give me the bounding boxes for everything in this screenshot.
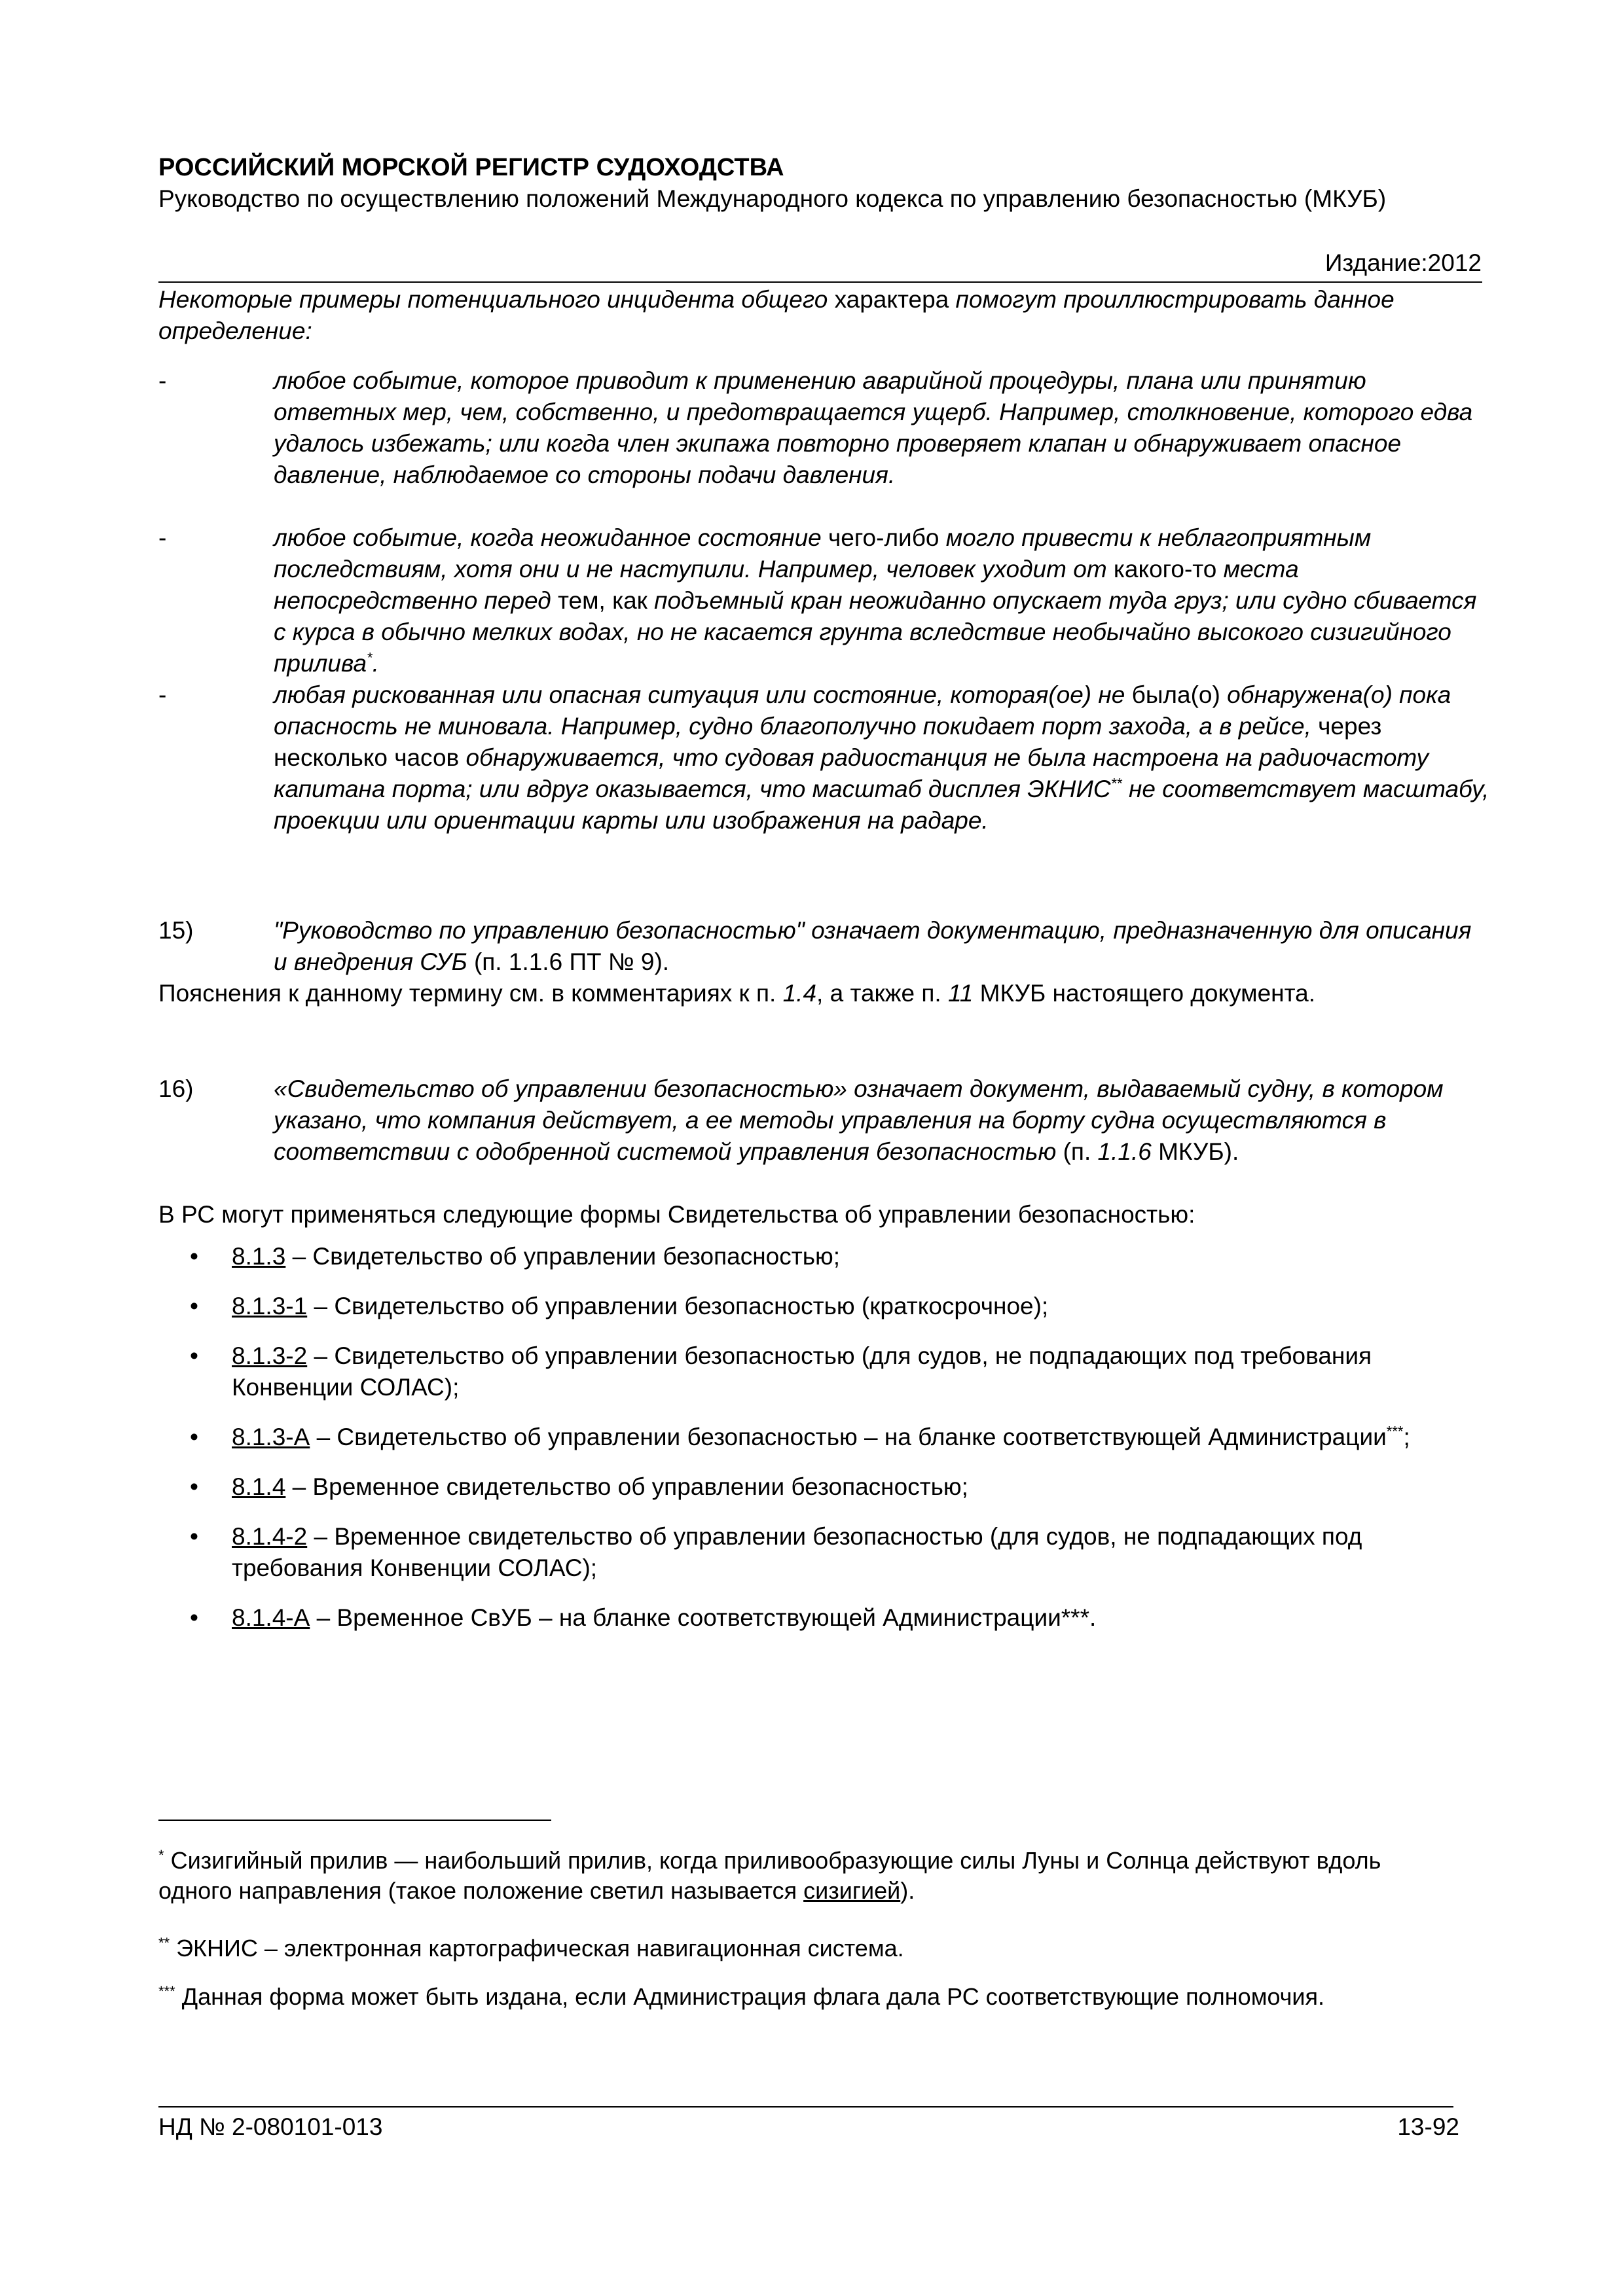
item-16-definition xyxy=(274,1073,1491,1168)
bullet-icon: • xyxy=(190,1293,198,1319)
footnote-mark: * xyxy=(158,1847,164,1863)
form-link[interactable]: 8.1.3-2 xyxy=(232,1342,308,1369)
item-16-text: «Свидетельство об управлении безопасностью» означает документ, выдаваемый судну, в котором указано, что компания действует, а ее методы управления на борту судна осуществляются в соответствии с одобренной системой управления безопасностью xyxy=(274,1075,1444,1165)
list-item xyxy=(190,1602,1493,1634)
footnote-text: Сизигийный прилив — наибольший прилив, когда приливообразующие силы Луны и Солнца действуют вдоль одного направления (такое положение светил называется xyxy=(158,1847,1381,1904)
dash-item-1: любое событие, которое приводит к применению аварийной процедуры, плана или принятию ответных мер, чем, собственно, и предотвращается ущерб. Например, столкновение, которого едва удалось избежать; или когда член экипажа повторно проверяет клапан и обнаруживает опасное давление, наблюдаемое со стороны подачи давления. xyxy=(274,367,1473,488)
intro-text-2: характера xyxy=(834,286,949,313)
intro-paragraph xyxy=(158,284,1481,347)
form-link[interactable]: 8.1.4-А xyxy=(232,1604,310,1631)
dash-item-2-e: места непосредственно перед xyxy=(274,556,1299,614)
dash-item-2-b: чего-либо xyxy=(828,524,939,551)
footnote-2 xyxy=(158,1933,1402,1964)
form-text: – Временное СвУБ – на бланке соответствующей Администрации***. xyxy=(310,1604,1097,1631)
list-item xyxy=(190,1241,1493,1272)
form-text: – Свидетельство об управлении безопасностью (краткосрочное); xyxy=(307,1293,1049,1319)
item-16-number: 16) xyxy=(158,1075,194,1102)
dash-item-3-a: любая рискованная или опасная ситуация или состояние, которая(ое) не xyxy=(274,681,1132,708)
intro-text-3: помогут проиллюстрировать данное определение: xyxy=(158,286,1395,344)
item-16-ref-c: МКУБ). xyxy=(1151,1138,1239,1165)
bullet-icon: • xyxy=(190,1424,198,1450)
form-text: – Свидетельство об управлении безопасностью (для судов, не подпадающих под требования Конвенции СОЛАС); xyxy=(232,1342,1372,1401)
item-15-note-b: 1.4 xyxy=(782,980,817,1007)
form-text: – Временное свидетельство об управлении безопасностью; xyxy=(285,1473,968,1500)
page-number: 13-92 xyxy=(1397,2113,1459,2140)
item-15-note-d: 11 xyxy=(947,980,974,1007)
footnote-text: ЭКНИС – электронная картографическая навигационная система. xyxy=(170,1935,904,1962)
list-item xyxy=(190,1521,1493,1584)
dash-item-2-d: какого-то xyxy=(1113,556,1217,583)
dash-item-2-a: любое событие, когда неожиданное состояние xyxy=(274,524,829,551)
footnote-text: Данная форма может быть издана, если Администрация флага дала РС соответствующие полномочия. xyxy=(175,1983,1325,2010)
dash-item-3-f: не соответствует масштабу, проекции или ориентации карты или изображения на радаре. xyxy=(274,776,1489,834)
organization-name: РОССИЙСКИЙ МОРСКОЙ РЕГИСТР СУДОХОДСТВА xyxy=(158,154,784,181)
edition-label: Издание:2012 xyxy=(1324,249,1482,276)
list-item xyxy=(190,1422,1493,1453)
footnote-1 xyxy=(158,1846,1402,1906)
forms-list xyxy=(190,1241,1493,1652)
bullet-icon: • xyxy=(190,1523,198,1550)
dash-item-3-b: была(о) xyxy=(1131,681,1220,708)
dash-item-3-c: обнаружена(о) пока опасность не миновала. Например, судно благополучно покидает порт захода, а в рейсе, xyxy=(274,681,1451,740)
dash-marker-2: - xyxy=(158,524,167,551)
footnote-link[interactable]: сизигией xyxy=(803,1877,901,1904)
form-text-end: ; xyxy=(1403,1424,1410,1450)
item-15-text: "Руководство по управлению безопасностью" означает документацию, предназначенную для описания и внедрения СУБ xyxy=(274,917,1472,975)
footer-rule xyxy=(158,2106,1453,2108)
forms-intro: В РС могут применяться следующие формы Свидетельства об управлении безопасностью: xyxy=(158,1201,1195,1228)
bullet-icon: • xyxy=(190,1473,198,1500)
form-link[interactable]: 8.1.3-А xyxy=(232,1424,310,1450)
dash-item-2 xyxy=(274,522,1491,679)
footnote-mark: *** xyxy=(158,1983,175,2000)
footnote-ref-3: *** xyxy=(1386,1423,1404,1440)
form-link[interactable]: 8.1.4-2 xyxy=(232,1523,308,1550)
dash-item-2-g: подъемный кран неожиданно опускает туда груз; или судно сбивается с курса в обычно мелких водах, но не касается грунта вследствие необычайно высокого сизигийного прилива xyxy=(274,587,1477,677)
footnote-ref-1: * xyxy=(367,649,373,666)
bullet-icon: • xyxy=(190,1342,198,1369)
form-text: – Свидетельство об управлении безопасностью; xyxy=(285,1243,841,1270)
form-link[interactable]: 8.1.4 xyxy=(232,1473,286,1500)
footnote-text-end: ). xyxy=(900,1877,915,1904)
dash-marker-1: - xyxy=(158,367,167,394)
item-15-note xyxy=(158,978,1481,1009)
footnote-3 xyxy=(158,1982,1402,2012)
dash-item-3 xyxy=(274,679,1491,836)
document-number: НД № 2-080101-013 xyxy=(158,2113,383,2140)
dash-item-3-d: через несколько часов xyxy=(274,713,1382,771)
item-15-ref: (п. 1.1.6 ПТ № 9). xyxy=(467,948,670,975)
form-link[interactable]: 8.1.3-1 xyxy=(232,1293,308,1319)
document-subtitle: Руководство по осуществлению положений Международного кодекса по управлению безопасностью (МКУБ) xyxy=(158,185,1387,212)
dash-item-2-end: . xyxy=(372,650,379,677)
dash-marker-3: - xyxy=(158,681,167,708)
intro-text-1: Некоторые примеры потенциального инцидента общего xyxy=(158,286,835,313)
form-text: – Свидетельство об управлении безопасностью – на бланке соответствующей Администрации xyxy=(310,1424,1387,1450)
item-15-note-c: , а также п. xyxy=(816,980,948,1007)
form-link[interactable]: 8.1.3 xyxy=(232,1243,286,1270)
list-item xyxy=(190,1291,1493,1322)
list-item xyxy=(190,1340,1493,1403)
dash-item-2-c: могло привести к неблагоприятным последствиям, хотя они и не наступили. Например, человек уходит от xyxy=(274,524,1372,583)
footnote-ref-2: ** xyxy=(1110,775,1122,792)
dash-item-3-e: обнаруживается, что судовая радиостанция не была настроена на радиочастоту капитана порта; или вдруг оказывается, что масштаб дисплея ЭКНИС xyxy=(274,744,1429,802)
item-16-ref-b: 1.1.6 xyxy=(1097,1138,1152,1165)
item-15-definition xyxy=(274,915,1491,978)
dash-item-2-f: тем, как xyxy=(557,587,647,614)
item-16-ref-a: (п. xyxy=(1056,1138,1098,1165)
bullet-icon: • xyxy=(190,1243,198,1270)
item-15-note-a: Пояснения к данному термину см. в комментариях к п. xyxy=(158,980,783,1007)
footnote-separator xyxy=(158,1820,551,1821)
form-text: – Временное свидетельство об управлении безопасностью (для судов, не подпадающих под требования Конвенции СОЛАС); xyxy=(232,1523,1362,1581)
footnote-mark: ** xyxy=(158,1935,170,1951)
item-15-number: 15) xyxy=(158,917,194,944)
list-item xyxy=(190,1471,1493,1503)
bullet-icon: • xyxy=(190,1604,198,1631)
item-15-note-e: МКУБ настоящего документа. xyxy=(973,980,1315,1007)
header-rule xyxy=(158,281,1482,283)
